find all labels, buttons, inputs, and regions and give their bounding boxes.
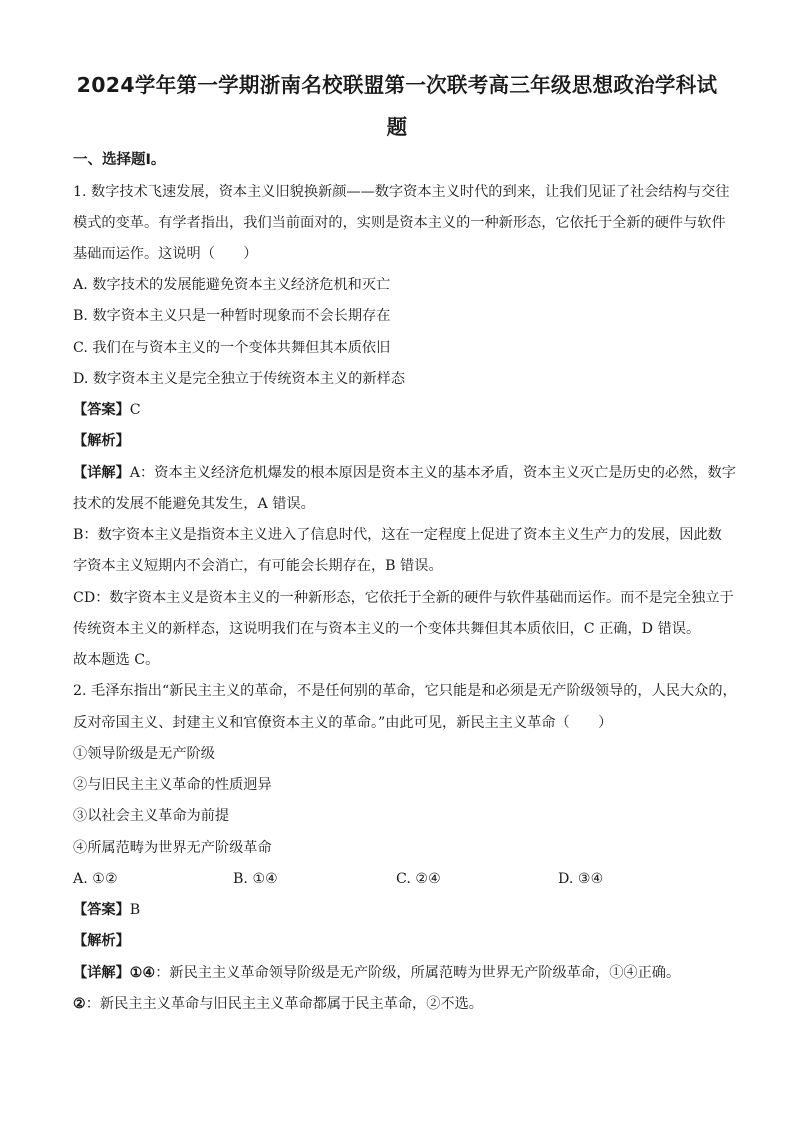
q1-detail-line-2: 技术的发展不能避免其发生，A 错误。 [73, 496, 315, 512]
q1-answer [73, 400, 141, 420]
q1-detail-line-7: 故本题选 C。 [73, 652, 160, 668]
q2-statement-2: ②与旧民主主义革命的性质迥异 [73, 777, 272, 793]
q2-detail-line-2 [73, 994, 483, 1014]
q1-stem-line-3: 基础而运作。这说明（ ） [73, 246, 258, 262]
q1-answer-tag: 【答案】 [73, 402, 130, 418]
q2-analysis-tag: 【解析】 [73, 933, 130, 949]
q2-detail-2-bold: ② [73, 996, 86, 1012]
document-title-line-1: 2024学年第一学期浙南名校联盟第一次联考高三年级思想政治学科试 [76, 73, 718, 97]
q1-stem-line-1: 1. 数字技术飞速发展，资本主义旧貌换新颜——数字资本主义时代的到来，让我们见证了社会结构与交往 [73, 184, 730, 200]
q1-stem-line-2: 模式的变革。有学者指出，我们当前面对的，实则是资本主义的一种新形态，它依托于全新的硬件与软件 [73, 215, 726, 231]
q1-detail-line-3: B：数字资本主义是指资本主义进入了信息时代，这在一定程度上促进了资本主义生产力的发展，因此数 [73, 527, 722, 543]
q1-detail-text-1: A：资本主义经济危机爆发的根本原因是资本主义的基本矛盾，资本主义灭亡是历史的必然，数字 [129, 465, 736, 481]
q1-option-c: C. 我们在与资本主义的一个变体共舞但其本质依旧 [73, 340, 391, 356]
q1-option-a: A. 数字技术的发展能避免资本主义经济危机和灭亡 [73, 277, 391, 293]
q2-stem-line-2: 反对帝国主义、封建主义和官僚资本主义的革命。”由此可见，新民主主义革命（ ） [73, 715, 613, 731]
q2-detail-line-1 [73, 963, 680, 983]
q2-answer-value: B [129, 902, 141, 918]
q2-answer [73, 900, 140, 920]
q2-answer-tag: 【答案】 [73, 902, 130, 918]
q2-option-b: B. ①④ [233, 871, 278, 887]
q2-statement-4: ④所属范畴为世界无产阶级革命 [73, 840, 272, 856]
q2-detail-1-bold: ①④ [129, 965, 156, 981]
q2-detail-2-text: ：新民主主义革命与旧民主主义革命都属于民主革命，②不选。 [85, 996, 483, 1012]
q1-detail-line-1 [73, 463, 736, 483]
q1-detail-line-6: 传统资本主义的新样态，这说明我们在与资本主义的一个变体共舞但其本质依旧，C 正确，D 错误。 [73, 621, 701, 637]
q2-detail-1-text: ：新民主主义革命领导阶级是无产阶级，所属范畴为世界无产阶级革命，①④正确。 [155, 965, 681, 981]
q2-option-d: D. ③④ [558, 871, 604, 887]
q1-detail-tag: 【详解】 [73, 465, 130, 481]
q1-detail-line-4: 字资本主义短期内不会消亡，有可能会长期存在，B 错误。 [73, 558, 443, 574]
q2-statement-3: ③以社会主义革命为前提 [73, 808, 230, 824]
section-heading: 一、选择题Ⅰ。 [73, 152, 166, 168]
q2-detail-tag: 【详解】 [73, 965, 130, 981]
q1-option-b: B. 数字资本主义只是一种暂时现象而不会长期存在 [73, 308, 391, 324]
document-title-line-2: 题 [386, 115, 408, 139]
q2-stem-line-1: 2. 毛泽东指出“新民主主义的革命，不是任何别的革命，它只能是和必须是无产阶级领导的，人民大众的， [73, 683, 737, 699]
q1-option-d: D. 数字资本主义是完全独立于传统资本主义的新样态 [73, 371, 406, 387]
q2-option-c: C. ②④ [396, 871, 441, 887]
q1-answer-value: C [129, 402, 141, 418]
q1-analysis-tag: 【解析】 [73, 433, 130, 449]
q2-statement-1: ①领导阶级是无产阶级 [73, 746, 215, 762]
q2-option-a: A. ①② [73, 871, 118, 887]
q1-detail-line-5: CD：数字资本主义是资本主义的一种新形态，它依托于全新的硬件与软件基础而运作。而不是完全独立于 [73, 590, 734, 606]
